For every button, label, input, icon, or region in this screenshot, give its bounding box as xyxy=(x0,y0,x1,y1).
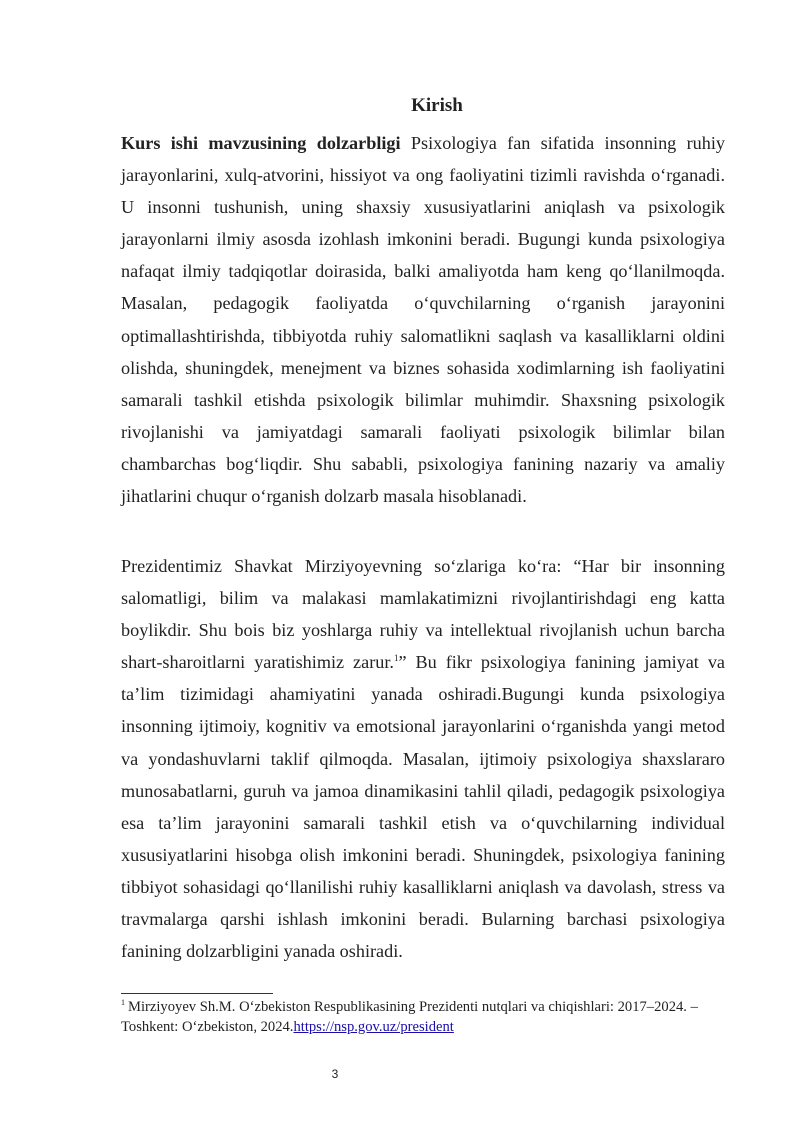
paragraph-lead: Kurs ishi mavzusining dolzarbligi xyxy=(121,133,401,153)
footnote-separator xyxy=(121,993,273,994)
paragraph-continuation: ” Bu fikr psixologiya fanining jamiyat va ta’lim tizimidagi ahamiyatini yanada oshiradi.Bugungi kunda psixologiya insonning ijtimoiy, kognitiv va emotsional jarayonlarini o‘rganishda yangi metod va yondashuvlarni taklif qilmoqda. Masalan, ijtimoiy psixologiya shaxslararo munosabatlarni, guruh va jamoa dinamikasini tahlil qiladi, pedagogik psixologiya esa ta’lim jarayonini samarali tashkil etish va o‘quvchilarning individual xususiyatlarini hisobga olish imkonini beradi. Shuningdek, psixologiya fanining tibbiyot sohasidagi qo‘llanilishi ruhiy kasalliklarni aniqlash va davolash, stress va travmalarga qarshi ishlash imkonini beradi. Bularning barchasi psixologiya fanining dolzarbligini yanada oshiradi. xyxy=(121,652,725,962)
footnote-mark: 1 xyxy=(121,998,125,1008)
paragraph-president-quote xyxy=(121,550,725,967)
page-number: 3 xyxy=(331,1067,339,1081)
section-heading: Kirish xyxy=(411,95,463,116)
paragraph-relevance xyxy=(121,127,725,512)
paragraph-text: Psixologiya fan sifatida insonning ruhiy jarayonlarini, xulq-atvorini, hissiyot va ong faoliyatini tizimli ravishda o‘rganadi. U insonni tushunish, uning shaxsiy xususiyatlarini aniqlash va psixologik jarayonlarni ilmiy asosda izohlash imkonini beradi. Bugungi kunda psixologiya nafaqat ilmiy tadqiqotlar doirasida, balki amaliyotda ham keng qo‘llanilmoqda. Masalan, pedagogik faoliyatda o‘quvchilarning o‘rganish jarayonini optimallashtirishda, tibbiyotda ruhiy salomatlikni saqlash va kasalliklarni oldini olishda, shuningdek, menejment va biznes sohasida xodimlarning ish faoliyatini samarali tashkil etishda psixologik bilimlar muhimdir. Shaxsning psixologik rivojlanishi va jamiyatdagi samarali faoliyati psixologik bilimlar bilan chambarchas bog‘liqdir. Shu sababli, psixologiya fanining nazariy va amaliy jihatlarini chuqur o‘rganish dolzarb masala hisoblanadi. xyxy=(121,133,725,507)
footnote-text: Mirziyoyev Sh.M. O‘zbekiston Respublikasining Prezidenti nutqlari va chiqishlari: 2017–2024. – Toshkent: O‘zbekiston, 2024. xyxy=(121,999,698,1035)
footnote xyxy=(121,997,725,1037)
footnote-link[interactable]: https://nsp.gov.uz/president xyxy=(293,1019,454,1035)
footnote-reference[interactable]: 1 xyxy=(393,653,399,664)
quote-text: Prezidentimiz Shavkat Mirziyoyevning so‘zlariga ko‘ra: “Har bir insonning salomatligi, bilim va malakasi mamlakatimizni rivojlantirishdagi eng katta boylikdir. Shu bois biz yoshlarga ruhiy va intellektual rivojlanish uchun barcha shart-sharoitlarni yaratishimiz zarur. xyxy=(121,556,725,673)
